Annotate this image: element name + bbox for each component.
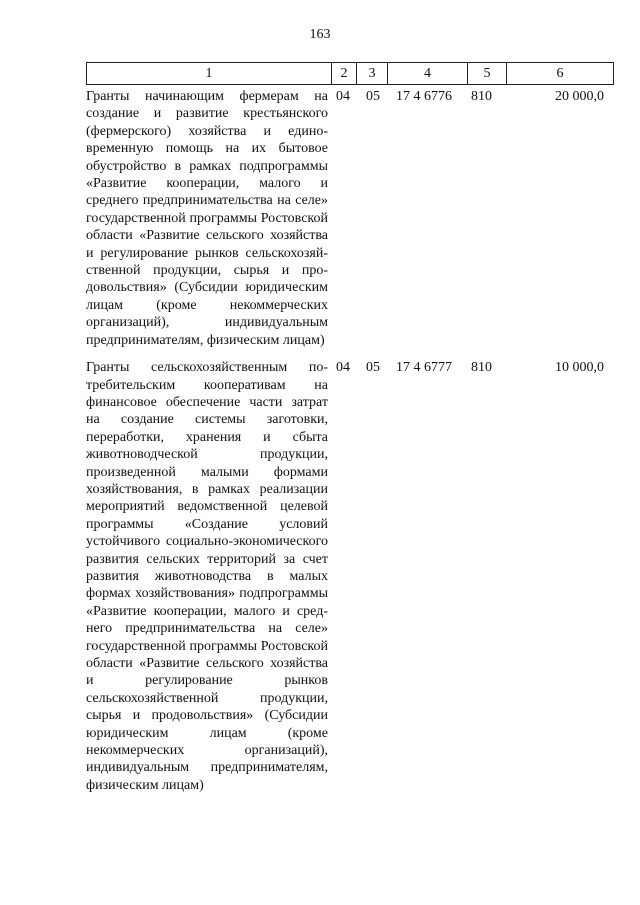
column-header-3: 3 xyxy=(357,63,388,85)
row-description: Гранты начинающим фермерам на создание и развитие крестьянского (фермерского) хозяйства и единовременную помощь на их бытовое обустройство в рамках подпрограммы «Развитие кооперации, малого и среднего предпринимательства на селе» государственной программы Ростовской области «Развитие сельского хозяйства и регулирование рынков сельскохозяйственной продукции, сырья и продовольствия» (Субсидии юридическим лицам (кроме некоммерческих организаций), индивидуальным предпринимателям, физическим лицам) xyxy=(86,89,328,348)
row-target-article-code: 17 4 6777 xyxy=(396,360,452,376)
row-subsection-code: 05 xyxy=(366,360,380,376)
column-header-4: 4 xyxy=(388,63,468,85)
table-row xyxy=(86,359,611,794)
page-number: 163 xyxy=(309,27,331,42)
column-header-row xyxy=(87,63,614,85)
column-header-1: 1 xyxy=(87,63,332,85)
column-header-table xyxy=(86,62,614,85)
row-amount: 10 000,0 xyxy=(555,360,604,376)
row-expense-type-code: 810 xyxy=(471,360,492,376)
row-subsection-code: 05 xyxy=(366,89,380,104)
column-header-5: 5 xyxy=(468,63,507,85)
budget-table-body xyxy=(86,88,611,804)
row-description: Гранты сельскохозяйственным потребительским кооперативам на финансовое обеспечение части затрат на создание системы заготовки, переработки, хранения и сбыта животноводческой продукции, произведенной малыми формами хозяйствования, в рамках реализации мероприятий ведомственной целевой программы «Создание условий устойчивого социально-экономического развития сельских территорий за счет развития животноводства в малых формах хозяйствования» подпрограммы «Развитие кооперации, малого и среднего предпринимательства на селе» государственной программы Ростовской области «Развитие сельского хозяйства и регулирование рынков сельскохозяйственной продукции, сырья и продовольствия» (Субсидии юридическим лицам (кроме некоммерческих организаций), индивидуальным предпринимателям, физическим лицам) xyxy=(86,360,328,793)
table-row xyxy=(86,88,611,349)
row-amount: 20 000,0 xyxy=(555,89,604,104)
row-section-code: 04 xyxy=(336,89,350,104)
column-header-6: 6 xyxy=(507,63,614,85)
row-expense-type-code: 810 xyxy=(471,89,492,104)
row-target-article-code: 17 4 6776 xyxy=(396,89,452,104)
column-header-2: 2 xyxy=(332,63,357,85)
row-section-code: 04 xyxy=(336,360,350,376)
